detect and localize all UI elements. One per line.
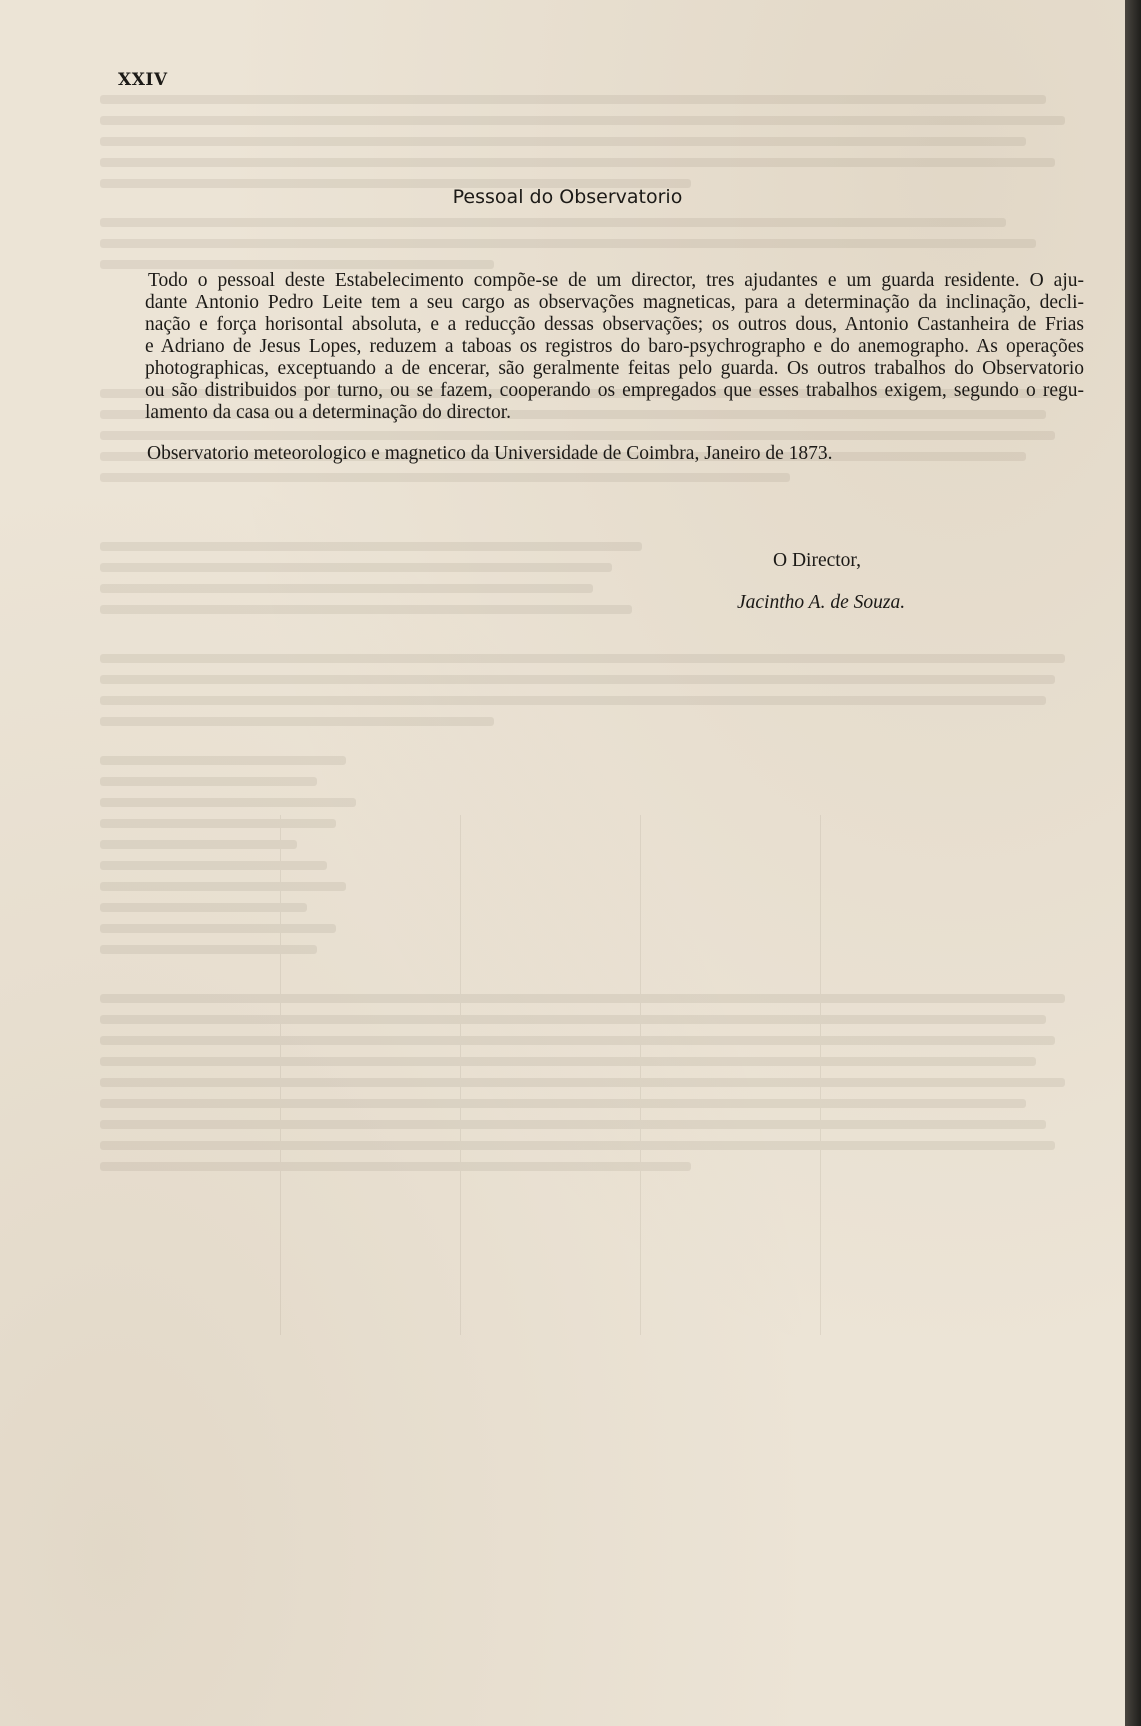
signature: Jacintho A. de Souza. bbox=[737, 592, 906, 613]
paragraph-line: ou são distribuidos por turno, ou se fazem, cooperando os empregados que esses trabalhos exigem, segundo o regu- bbox=[145, 380, 1084, 401]
paragraph-line: photographicas, exceptuando a de encerar, são geralmente feitas pelo guarda. Os outros trabalhos do Observatorio bbox=[145, 358, 1084, 379]
paragraph-line: dante Antonio Pedro Leite tem a seu cargo as observações magneticas, para a determinação da inclinação, decli- bbox=[145, 292, 1084, 313]
paragraph-line: e Adriano de Jesus Lopes, reduzem a taboas os registros do baro-psychrographo e do anemographo. As operações bbox=[145, 336, 1084, 357]
paragraph-line: nação e força horisontal absoluta, e a reducção dessas observações; os outros dous, Antonio Castanheira de Frias bbox=[145, 314, 1084, 335]
page-number-roman: XXIV bbox=[118, 70, 168, 90]
paragraph-line: lamento da casa ou a determinação do director. bbox=[145, 402, 512, 423]
dateline: Observatorio meteorologico e magnetico da Universidade de Coimbra, Janeiro de 1873. bbox=[147, 443, 833, 464]
signoff: O Director, bbox=[773, 550, 862, 571]
paragraph bbox=[145, 270, 1084, 424]
section-title: Pessoal do Observatorio bbox=[452, 186, 683, 208]
staff-paragraph bbox=[145, 270, 1084, 424]
page-edge-shadow bbox=[1125, 0, 1141, 1726]
paragraph-line: Todo o pessoal deste Estabelecimento compõe-se de um director, tres ajudantes e um guarda residente. O aju- bbox=[148, 270, 1084, 291]
